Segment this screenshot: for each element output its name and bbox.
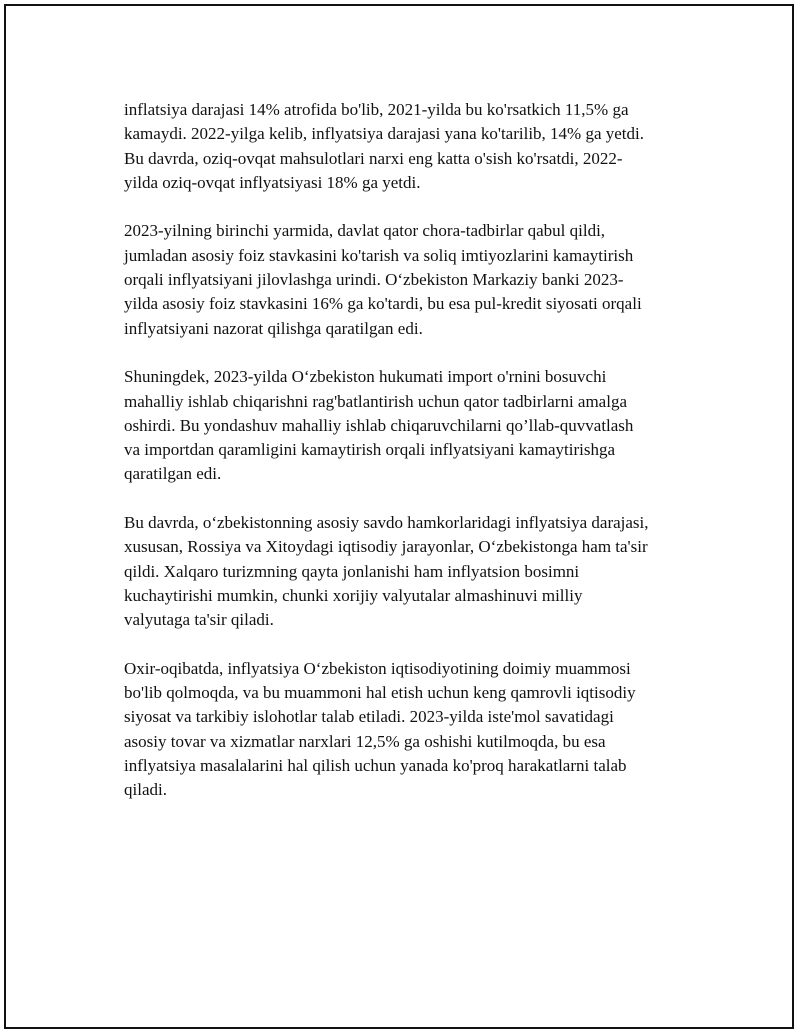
- paragraph-1: [124, 98, 699, 195]
- text-line: qiladi.: [124, 780, 167, 800]
- text-line: yilda oziq-ovqat inflyatsiyasi 18% ga yetdi.: [124, 172, 421, 192]
- text-line: asosiy tovar va xizmatlar narxlari 12,5% ga oshishi kutilmoqda, bu esa: [124, 731, 606, 751]
- text-line: kamaydi. 2022-yilga kelib, inflyatsiya darajasi yana ko'tarilib, 14% ga yetdi.: [124, 124, 645, 144]
- text-line: inflatsiya darajasi 14% atrofida bo'lib, 2021-yilda bu ko'rsatkich 11,5% ga: [124, 100, 629, 119]
- text-line: jumladan asosiy foiz stavkasini ko'tarish va soliq imtiyozlarini kamaytirish: [124, 245, 634, 265]
- text-line: Bu davrda, oziq-ovqat mahsulotlari narxi eng katta o'sish ko'rsatdi, 2022-: [124, 148, 623, 168]
- text-line: oshirdi. Bu yondashuv mahalliy ishlab chiqaruvchilarni qo’llab-quvvatlash: [124, 415, 634, 435]
- text-line: bo'lib qolmoqda, va bu muammoni hal etish uchun keng qamrovli iqtisodiy: [124, 683, 636, 703]
- text-line: valyutaga ta'sir qiladi.: [124, 610, 274, 630]
- paragraph-3: [124, 365, 699, 486]
- text-line: Bu davrda, o‘zbekistonning asosiy savdo hamkorlaridagi inflyatsiya darajasi,: [124, 513, 649, 533]
- text-line: kuchaytirishi mumkin, chunki xorijiy valyutalar almashinuvi milliy: [124, 585, 583, 605]
- document-body: [124, 98, 699, 803]
- page-frame: [4, 4, 794, 1029]
- text-line: Oxir-oqibatda, inflyatsiya O‘zbekiston iqtisodiyotining doimiy muammosi: [124, 658, 631, 678]
- text-line: mahalliy ishlab chiqarishni rag'batlantirish uchun qator tadbirlarni amalga: [124, 391, 627, 411]
- paragraph-4: [124, 511, 699, 632]
- text-line: va importdan qaramligini kamaytirish orqali inflyatsiyani kamaytirishga: [124, 440, 615, 460]
- paragraph-5: [124, 657, 699, 803]
- text-line: xususan, Rossiya va Xitoydagi iqtisodiy jarayonlar, O‘zbekistonga ham ta'sir: [124, 537, 648, 557]
- paragraph-2: [124, 219, 699, 340]
- text-line: orqali inflyatsiyani jilovlashga urindi. O‘zbekiston Markaziy banki 2023-: [124, 270, 624, 290]
- text-line: qaratilgan edi.: [124, 464, 222, 484]
- text-line: inflyatsiyani nazorat qilishga qaratilgan edi.: [124, 318, 423, 338]
- text-line: siyosat va tarkibiy islohotlar talab etiladi. 2023-yilda iste'mol savatidagi: [124, 707, 614, 727]
- text-line: Shuningdek, 2023-yilda O‘zbekiston hukumati import o'rnini bosuvchi: [124, 367, 607, 387]
- text-line: inflyatsiya masalalarini hal qilish uchun yanada ko'proq harakatlarni talab: [124, 756, 627, 776]
- text-line: qildi. Xalqaro turizmning qayta jonlanishi ham inflyatsion bosimni: [124, 561, 580, 581]
- text-line: 2023-yilning birinchi yarmida, davlat qator chora-tadbirlar qabul qildi,: [124, 221, 606, 241]
- text-line: yilda asosiy foiz stavkasini 16% ga ko'tardi, bu esa pul-kredit siyosati orqali: [124, 294, 642, 314]
